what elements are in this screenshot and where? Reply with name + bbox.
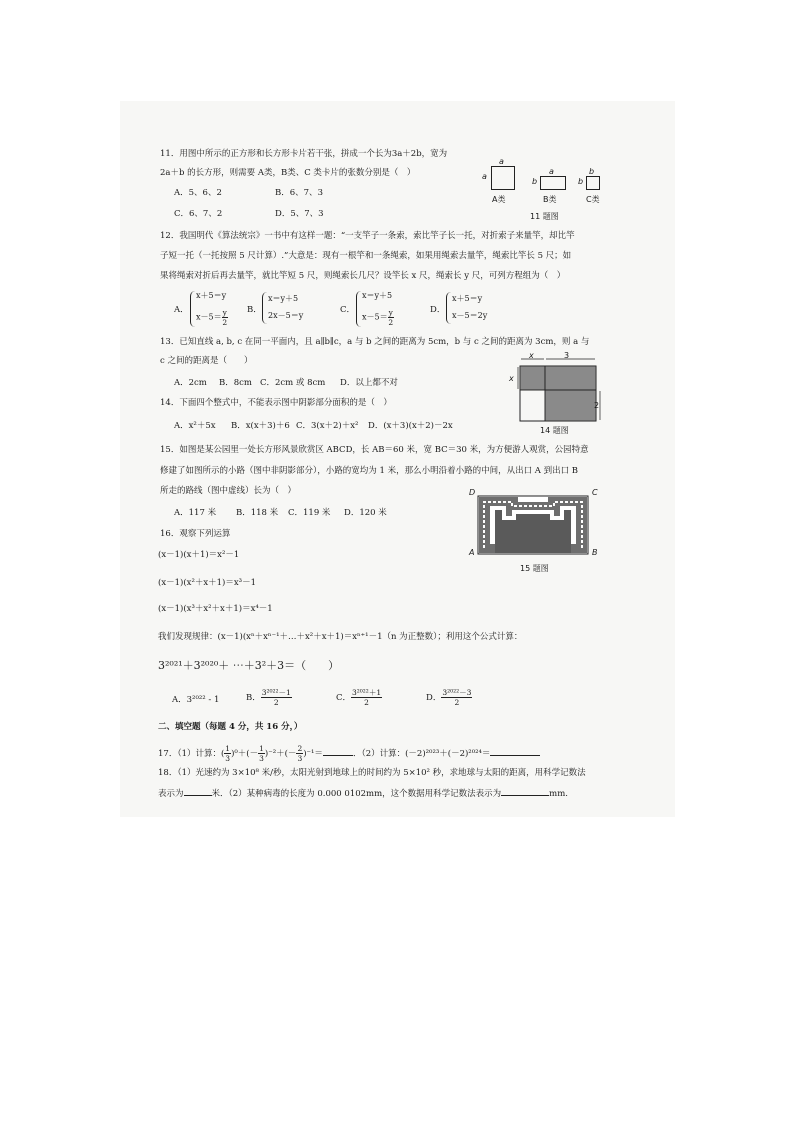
q15-label-d: D	[469, 488, 476, 497]
q12-option-d-brace	[446, 292, 451, 324]
q14-option-a: A．x²＋5x	[174, 421, 216, 431]
q17-blank-1[interactable]	[323, 755, 353, 756]
q14-option-c: C．3(x＋2)＋x²	[296, 421, 359, 431]
q12-option-a-eq2: x－5＝ $\frac{y}{2}$	[196, 308, 228, 327]
q16-title: 16．观察下列运算	[160, 529, 231, 539]
section-2-title: 二、填空题（每题 4 分，共 16 分，）	[158, 722, 303, 732]
card-b-left-label: b	[532, 177, 538, 186]
q12-option-b-eq1: x＝y＋5	[268, 294, 299, 303]
q13-option-a: A．2cm	[174, 378, 207, 388]
q11-option-a: A．5、6、2	[174, 188, 222, 198]
q16-option-b: B． $\frac{\text{3²⁰²²－1}}{2}$	[246, 688, 291, 707]
q15-line1: 15．如图是某公园里一处长方形风景欣赏区 ABCD，长 AB＝60 米，宽 BC＝30 米，为方便游人观赏，公园特意	[160, 445, 589, 455]
q16-eq3: (x－1)(x³＋x²＋x＋1)＝x⁴－1	[158, 604, 273, 614]
q11-option-b: B．6、7、3	[275, 188, 323, 198]
q12-line2: 子短一托（一托按照 5 尺计算）.”大意是：现有一根竿和一条绳索，如果用绳索去量竿，绳索比竿长 5 尺；如	[160, 251, 572, 261]
q15-diagram	[478, 496, 590, 556]
card-b-name: B类	[543, 195, 557, 204]
card-b-top-label: a	[549, 167, 554, 176]
q15-label-a: A	[469, 548, 475, 557]
q12-option-a-label: A．	[174, 305, 189, 315]
q15-label-c: C	[592, 488, 598, 497]
q15-option-c: C．119 米	[288, 508, 331, 518]
card-c	[586, 176, 600, 190]
q12-line3: 果将绳索对折后再去量竿，就比竿短 5 尺，则绳索长几尺？设竿长 x 尺，绳索长 y 尺，可列方程组为（ ）	[160, 271, 566, 281]
q15-label-b: B	[592, 548, 598, 557]
q14-left-arrow	[514, 366, 522, 426]
q12-option-c-label: C．	[340, 305, 356, 315]
card-c-top-label: b	[589, 167, 595, 176]
q12-line1: 12．我国明代《算法统宗》一书中有这样一题：“一支竿子一条索，索比竿子长一托，对折索子来量竿，却比竿	[160, 231, 575, 241]
q15-option-d: D．120 米	[344, 508, 387, 518]
q15-line2: 修建了如图所示的小路（图中非阴影部分），小路的宽均为 1 米，那么小明沿着小路的中间，从出口 A 到出口 B	[160, 466, 579, 476]
q13-option-d: D．以上都不对	[340, 378, 398, 388]
q16-eq1: (x－1)(x＋1)＝x²－1	[158, 550, 240, 560]
q14-left-x-label: x	[509, 374, 514, 383]
card-b	[540, 176, 566, 190]
card-c-left-label: b	[578, 177, 584, 186]
q12-option-b-eq2: 2x－5＝y	[268, 311, 304, 320]
card-a-top-label: a	[499, 157, 504, 166]
q15-caption: 15 题图	[520, 564, 549, 573]
q12-option-c-brace	[356, 291, 361, 327]
q11-option-c: C．6、7、2	[174, 209, 223, 219]
q13-option-c: C．2cm 或 8cm	[260, 378, 326, 388]
q11-line1: 11．用图中所示的正方形和长方形卡片若干张，拼成一个长为3a＋2b，宽为	[160, 149, 448, 159]
q14-option-d: D．(x＋3)(x＋2)－2x	[368, 421, 453, 431]
q15-option-a: A．117 米	[174, 508, 217, 518]
q13-option-b: B．8cm	[219, 378, 252, 388]
card-a-name: A类	[492, 195, 506, 204]
q14-right-2-label: 2	[594, 401, 600, 410]
q12-option-a-brace	[190, 291, 195, 327]
q18-blank-1[interactable]	[184, 795, 212, 796]
q17-blank-2[interactable]	[490, 755, 540, 756]
q14-top-3-label: 3	[564, 351, 570, 360]
q12-option-d-label: D．	[430, 305, 446, 315]
q18-line2: 表示为 米．（2）某种病毒的长度为 0.000 0102mm，这个数据用科学记数法表示为 mm.	[158, 789, 568, 799]
q15-option-b: B．118 米	[236, 508, 279, 518]
q18-line1: 18．（1）光速约为 3×10⁸ 米/秒，太阳光射到地球上的时间约为 5×10² 秒，求地球与太阳的距离，用科学记数法	[158, 768, 586, 778]
q16-rule: 我们发现规律：(x－1)(xⁿ＋xⁿ⁻¹＋…＋x²＋x＋1)＝xⁿ⁺¹－1（n 为正整数）；利用这个公式计算：	[158, 632, 523, 642]
q13-line1: 13．已知直线 a, b, c 在同一平面内，且 a∥b∥c，a 与 b 之间的距离为 5cm，b 与 c 之间的距离为 3cm，则 a 与	[160, 337, 590, 347]
q11-line2: 2a＋b 的长方形，则需要 A类，B类、C 类卡片的张数分别是（ ）	[160, 168, 416, 178]
card-c-name: C类	[586, 195, 600, 204]
q16-option-a: A．3²⁰²² - 1	[172, 695, 220, 705]
q16-eq2: (x－1)(x²＋x＋1)＝x³－1	[158, 578, 256, 588]
q14-diagram	[520, 362, 600, 422]
q11-option-d: D．5、7、3	[275, 209, 324, 219]
q12-option-c-eq2: x－5＝ $\frac{y}{2}$	[362, 308, 394, 327]
q14-option-b: B．x(x＋3)＋6	[231, 421, 290, 431]
q17-line: 17．（1）计算：( $\frac{1}{3}$ )⁰＋(－ $\frac{1}{3}$ )⁻²＋(－ $\frac{2}{3}$ )⁻¹＝ ．（2）计算：(－2)²⁰²³＋(－2)²⁰²⁴＝	[158, 744, 540, 763]
card-a-left-label: a	[482, 172, 487, 181]
q12-option-c-eq1: x＝y＋5	[362, 291, 393, 300]
q14-line: 14．下面四个整式中，不能表示图中阴影部分面积的是（ ）	[160, 398, 392, 408]
q16-option-d: D． $\frac{\text{3²⁰²²－3}}{2}$	[426, 688, 472, 707]
q16-expression: 3²⁰²¹＋3²⁰²⁰＋ ⋯＋3²＋3＝（ ）	[158, 659, 340, 672]
q12-option-d-eq2: x－5＝2y	[452, 311, 488, 320]
q15-line3: 所走的路线（图中虚线）长为（ ）	[160, 486, 297, 496]
q11-caption: 11 题图	[530, 212, 559, 221]
q12-option-a-eq1: x＋5＝y	[196, 291, 227, 300]
q13-line2: c 之间的距离是（ ）	[160, 356, 253, 366]
q12-option-d-eq1: x＋5＝y	[452, 294, 483, 303]
q12-option-b-label: B．	[247, 305, 262, 315]
q16-option-c: C． $\frac{\text{3²⁰²²＋1}}{2}$	[336, 688, 382, 707]
q14-caption: 14 题图	[540, 426, 569, 435]
q18-blank-2[interactable]	[501, 795, 549, 796]
q14-top-x-label: x	[529, 351, 534, 360]
card-a	[491, 166, 515, 190]
q12-option-b-brace	[262, 292, 267, 324]
